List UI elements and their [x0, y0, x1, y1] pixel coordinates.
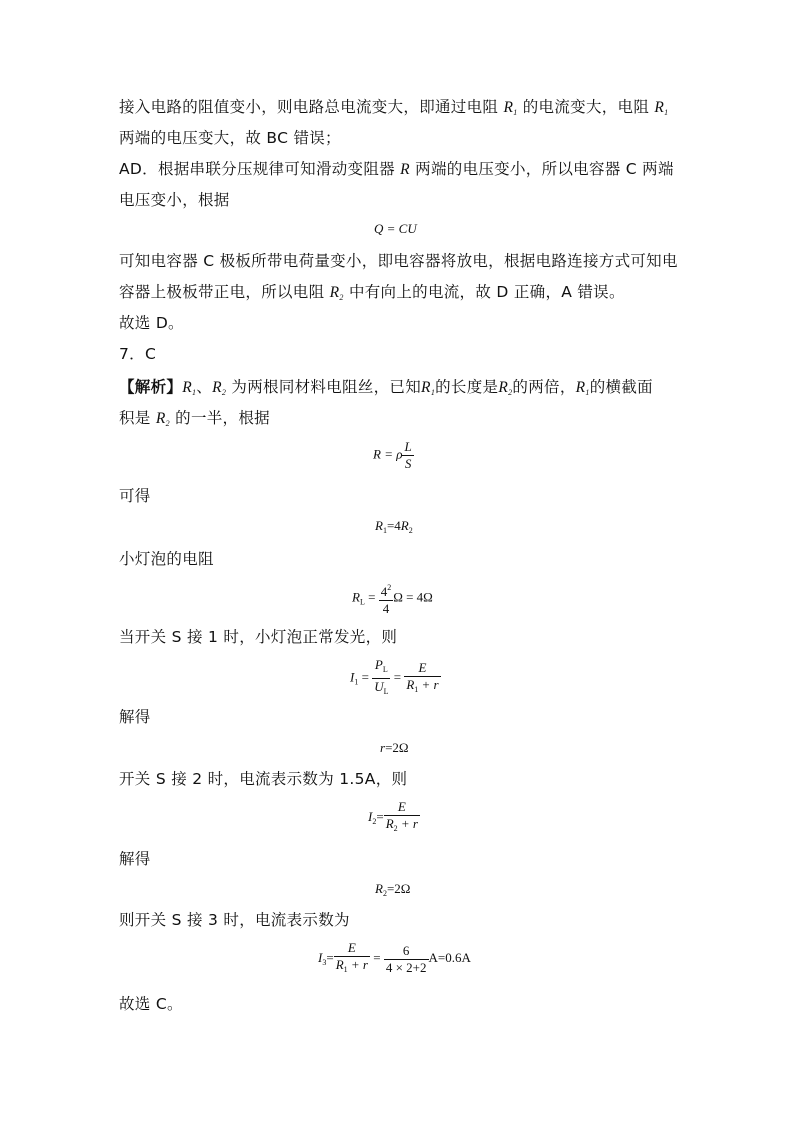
text-span: 、: [196, 378, 213, 396]
var-r: R: [400, 518, 409, 533]
text-span: 中有向上的电流，故 D 正确，A 错误。: [343, 283, 625, 301]
denominator: [334, 957, 370, 977]
text-line-9: [119, 377, 653, 403]
subscript: 1: [414, 684, 419, 694]
text-line-5: 可知电容器 C 极板所带电荷量变小，即电容器将放电，根据电路连接方式可知电: [119, 252, 678, 270]
subscript: L: [382, 665, 388, 674]
fraction: [404, 661, 440, 697]
text-line-7: 故选 D。: [119, 314, 184, 332]
superscript: 2: [387, 583, 392, 592]
question-number: 7．C: [119, 345, 157, 363]
equals: =: [326, 949, 334, 965]
fraction: [384, 800, 420, 836]
text-line-1: [119, 97, 668, 123]
text-line-12: 小灯泡的电阻: [119, 550, 214, 568]
var-r: R: [329, 284, 340, 301]
subscript: 2: [221, 388, 227, 397]
text-span: 的一半，根据: [169, 409, 270, 427]
equation-r1-4r2: [375, 518, 413, 535]
eq-lhs: R = ρ: [373, 446, 403, 462]
equation-resistance-law: [373, 440, 414, 471]
fraction: [334, 941, 370, 977]
den-rest: + r: [418, 676, 439, 692]
text-line-4: 电压变小，根据: [119, 191, 230, 209]
num-value: 4: [380, 584, 388, 599]
fraction: [402, 440, 413, 471]
text-span: 容器上极板带正电，所以电阻: [119, 283, 330, 301]
var-r: R: [498, 379, 509, 396]
subscript: 2: [382, 889, 387, 898]
var-r: R: [400, 161, 410, 178]
text-line-2: 两端的电压变大，故 BC 错误；: [119, 129, 341, 147]
text-span: 为两根同材料电阻丝，已知: [226, 378, 422, 396]
equation-r-internal: [380, 740, 409, 756]
subscript: 1: [354, 677, 359, 687]
var-i: I: [368, 808, 373, 824]
eq-rhs: =2Ω: [385, 740, 409, 755]
text-span: 的两倍，: [512, 378, 576, 396]
text-line-11: 可得: [119, 487, 151, 505]
numerator: 6: [384, 944, 429, 960]
var-r: R: [503, 99, 514, 116]
eq-rhs: Ω = 4Ω: [393, 589, 433, 605]
var-r: R: [654, 99, 665, 116]
analysis-tag: 【解析】: [119, 378, 183, 396]
var-r: R: [385, 816, 394, 831]
subscript: 1: [191, 388, 197, 397]
text-span: 积是: [119, 409, 156, 427]
subscript: 1: [382, 526, 387, 535]
text-line-18: 故选 C。: [119, 995, 183, 1013]
text-line-3: [119, 159, 674, 180]
numerator: E: [404, 661, 440, 677]
var-i: I: [318, 949, 323, 965]
text-span: 的长度是: [435, 378, 499, 396]
numerator: E: [334, 941, 370, 957]
subscript: 2: [408, 526, 413, 535]
var-r: R: [406, 676, 415, 692]
denominator: S: [404, 456, 412, 471]
numerator: L: [404, 439, 412, 454]
text-line-16: 解得: [119, 850, 151, 868]
subscript: 2: [372, 816, 377, 826]
equation-q-cu: Q = CU: [374, 221, 417, 236]
denominator: 4 × 2+2: [385, 959, 427, 975]
var-r: R: [212, 379, 222, 396]
text-span: 接入电路的阻值变小，则电路总电流变大，即通过电阻: [119, 98, 504, 116]
subscript: 1: [343, 965, 348, 974]
var-r: R: [335, 957, 344, 972]
den-rest: + r: [397, 816, 418, 831]
var-r: R: [375, 881, 383, 896]
text-span: 的横截面: [589, 378, 653, 396]
text-line-13: 当开关 S 接 1 时，小灯泡正常发光，则: [119, 628, 398, 646]
numerator: [372, 658, 390, 679]
var-r: R: [352, 589, 360, 605]
equation-i1: [350, 658, 441, 699]
equation-lamp-resistance: [352, 581, 433, 616]
var-r: R: [421, 379, 431, 396]
fraction: [372, 658, 390, 699]
subscript: 2: [339, 293, 344, 302]
eq-rhs: A=0.6A: [428, 949, 471, 965]
var-r: R: [375, 518, 383, 533]
subscript: L: [359, 597, 365, 607]
equals: =: [364, 589, 379, 605]
subscript: 1: [664, 108, 669, 117]
text-span: AD．根据串联分压规律可知滑动变阻器: [119, 160, 401, 178]
subscript: 1: [513, 108, 518, 117]
var-r: r: [380, 740, 386, 755]
equals: =: [390, 669, 405, 685]
fraction: [379, 581, 394, 616]
subscript: 2: [508, 388, 513, 397]
fraction: [384, 944, 429, 975]
eq-rhs: =4: [386, 518, 401, 533]
subscript: 2: [393, 824, 398, 833]
denominator: 4: [382, 601, 390, 616]
equals: =: [376, 808, 384, 824]
numerator: [379, 581, 394, 601]
denominator: [384, 816, 420, 836]
denominator: [404, 677, 440, 697]
text-line-10: [119, 408, 270, 434]
equation-i2: [368, 800, 420, 836]
denominator: [372, 679, 390, 699]
var-u: U: [374, 679, 384, 694]
equation-r2: [375, 881, 410, 898]
text-line-17: 则开关 S 接 3 时，电流表示数为: [119, 911, 350, 929]
var-r: R: [182, 379, 192, 396]
var-p: P: [374, 657, 383, 672]
equals: =: [358, 669, 373, 685]
text-span: 的电流变大，电阻: [517, 98, 655, 116]
var-r: R: [155, 410, 166, 427]
text-line-6: [119, 282, 625, 308]
var-r: R: [575, 379, 586, 396]
subscript: 1: [585, 388, 590, 397]
var-i: I: [350, 669, 355, 685]
eq-rhs: =2Ω: [386, 881, 411, 896]
den-rest: + r: [347, 957, 368, 972]
text-line-14: 解得: [119, 708, 151, 726]
text-line-15: 开关 S 接 2 时，电流表示数为 1.5A，则: [119, 770, 408, 788]
subscript: L: [383, 687, 389, 696]
subscript: 2: [165, 419, 170, 428]
subscript: 1: [430, 388, 436, 397]
subscript: 3: [322, 957, 327, 967]
text-span: 两端的电压变小，所以电容器 C 两端: [409, 160, 674, 178]
equation-i3: [318, 941, 471, 977]
numerator: E: [384, 800, 420, 816]
equals: =: [369, 949, 384, 965]
